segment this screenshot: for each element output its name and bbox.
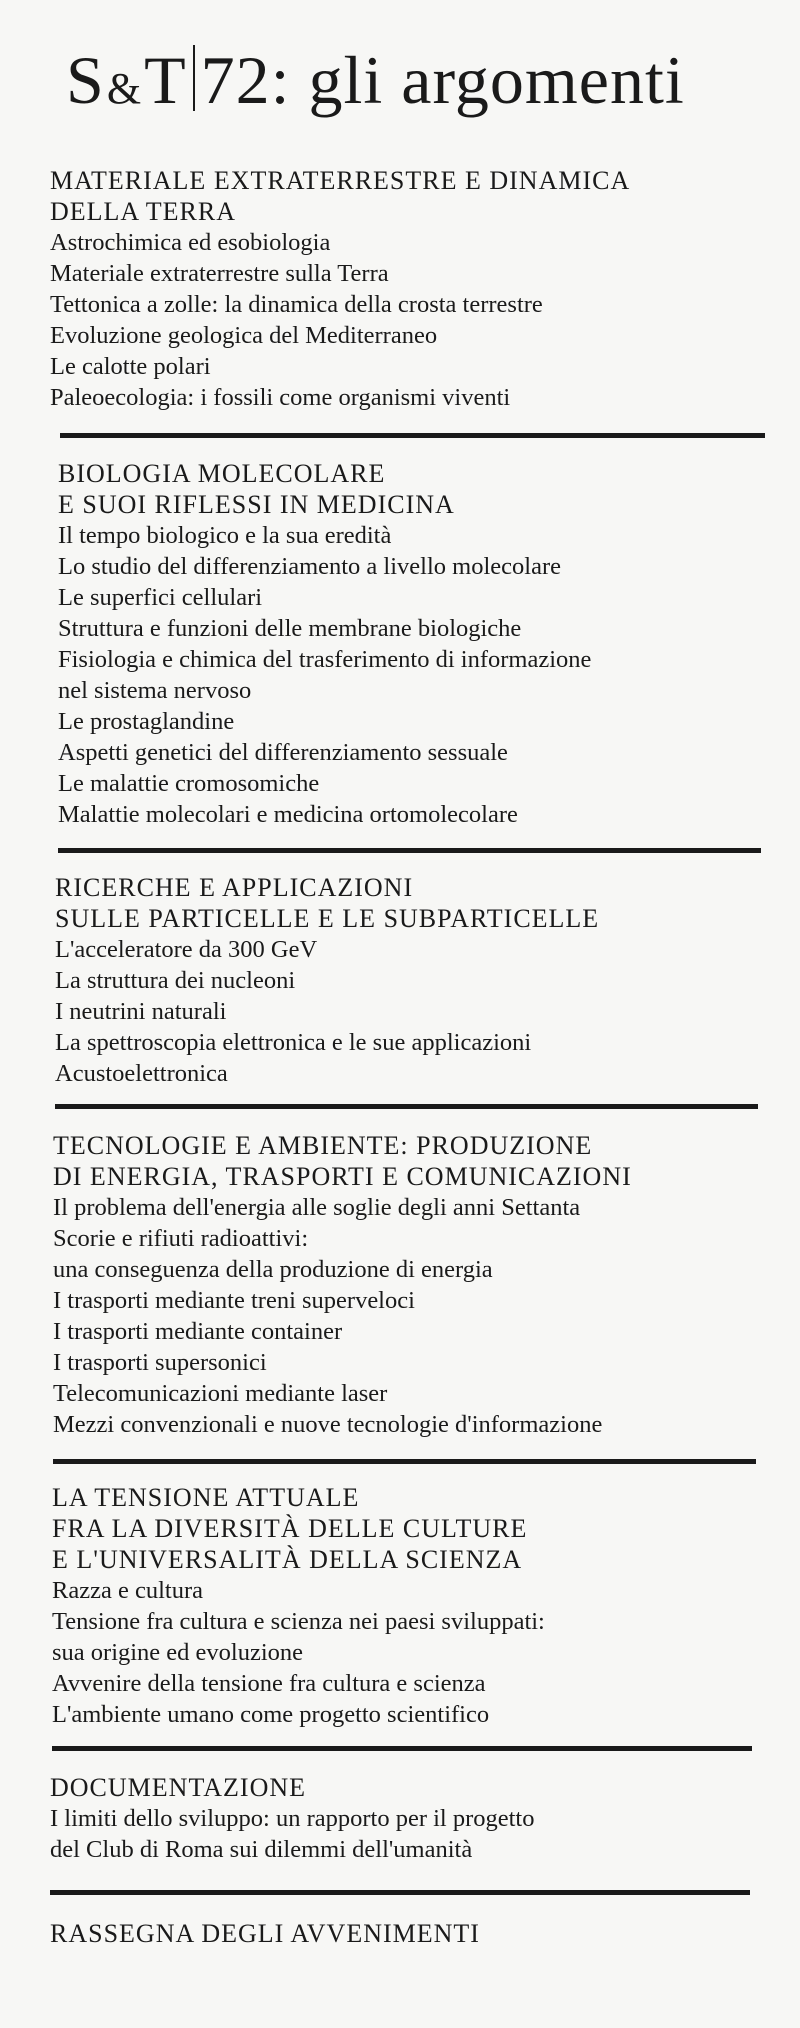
heading-line: DELLA TERRA (50, 197, 237, 226)
heading-line: E L'UNIVERSALITÀ DELLA SCIENZA (52, 1545, 523, 1574)
masthead-divider (193, 45, 195, 111)
topic-item: Le prostaglandine (58, 708, 235, 735)
topic-list (50, 227, 770, 413)
topic-item: sua origine ed evoluzione (52, 1639, 304, 1666)
section-particles (55, 872, 775, 1089)
topic-item: nel sistema nervoso (58, 677, 252, 704)
heading-line: MATERIALE EXTRATERRESTRE E DINAMICA (50, 166, 631, 195)
section-heading (55, 872, 775, 934)
topic-item: I trasporti supersonici (53, 1349, 267, 1376)
topic-list (50, 1803, 770, 1865)
section-divider (58, 848, 761, 853)
section-divider (50, 1890, 750, 1895)
topic-item: Tettonica a zolle: la dinamica della crosta terrestre (50, 291, 543, 318)
topic-item: Tensione fra cultura e scienza nei paesi sviluppati: (52, 1608, 545, 1635)
topic-item: Fisiologia e chimica del trasferimento di informazione (58, 646, 592, 673)
topic-item: Struttura e funzioni delle membrane biologiche (58, 615, 522, 642)
section-divider (53, 1459, 756, 1464)
section-news-review (50, 1918, 770, 1949)
heading-line: RASSEGNA DEGLI AVVENIMENTI (50, 1919, 480, 1948)
topic-item: I neutrini naturali (55, 998, 227, 1025)
topic-item: Paleoecologia: i fossili come organismi viventi (50, 384, 511, 411)
section-heading (52, 1482, 772, 1575)
topic-item: Le malattie cromosomiche (58, 770, 320, 797)
brand-letter-t: T (144, 42, 187, 118)
masthead-subtitle: : gli argomenti (270, 42, 685, 118)
topic-item: Aspetti genetici del differenziamento sessuale (58, 739, 508, 766)
heading-line: DI ENERGIA, TRASPORTI E COMUNICAZIONI (53, 1162, 632, 1191)
section-heading (50, 1918, 770, 1949)
topic-list (58, 520, 778, 830)
topic-item: L'acceleratore da 300 GeV (55, 936, 318, 963)
topic-item: I trasporti mediante container (53, 1318, 343, 1345)
masthead-title (66, 40, 685, 129)
topic-item: La struttura dei nucleoni (55, 967, 296, 994)
topic-item: del Club di Roma sui dilemmi dell'umanità (50, 1836, 473, 1863)
issue-number: 72 (200, 42, 271, 118)
section-extraterrestrial (50, 165, 770, 413)
heading-line: FRA LA DIVERSITÀ DELLE CULTURE (52, 1514, 528, 1543)
topic-item: Il problema dell'energia alle soglie degli anni Settanta (53, 1194, 581, 1221)
section-technology-environment (53, 1130, 773, 1440)
topic-item: Le calotte polari (50, 353, 211, 380)
topic-list (52, 1575, 772, 1730)
topic-item: I limiti dello sviluppo: un rapporto per il progetto (50, 1805, 535, 1832)
topic-item: Telecomunicazioni mediante laser (53, 1380, 388, 1407)
topic-item: I trasporti mediante treni superveloci (53, 1287, 415, 1314)
heading-line: TECNOLOGIE E AMBIENTE: PRODUZIONE (53, 1131, 593, 1160)
topic-item: una conseguenza della produzione di energia (53, 1256, 493, 1283)
topic-item: L'ambiente umano come progetto scientifico (52, 1701, 490, 1728)
topic-item: Scorie e rifiuti radioattivi: (53, 1225, 309, 1252)
topic-item: Acustoelettronica (55, 1060, 228, 1087)
section-divider (60, 433, 765, 438)
topic-item: Razza e cultura (52, 1577, 203, 1604)
section-documentation (50, 1772, 770, 1865)
topic-item: Lo studio del differenziamento a livello molecolare (58, 553, 561, 580)
heading-line: DOCUMENTAZIONE (50, 1773, 306, 1802)
brand-letter-s: S (66, 42, 105, 118)
section-heading (58, 458, 778, 520)
section-heading (50, 165, 770, 227)
topic-item: Le superfici cellulari (58, 584, 263, 611)
topic-item: Astrochimica ed esobiologia (50, 229, 331, 256)
heading-line: E SUOI RIFLESSI IN MEDICINA (58, 490, 455, 519)
heading-line: RICERCHE E APPLICAZIONI (55, 873, 414, 902)
section-heading (50, 1772, 770, 1803)
heading-line: LA TENSIONE ATTUALE (52, 1483, 360, 1512)
topic-item: Avvenire della tensione fra cultura e scienza (52, 1670, 486, 1697)
topic-item: Evoluzione geologica del Mediterraneo (50, 322, 438, 349)
topic-list (53, 1192, 773, 1440)
heading-line: BIOLOGIA MOLECOLARE (58, 459, 386, 488)
section-molecular-biology (58, 458, 778, 830)
topic-item: Mezzi convenzionali e nuove tecnologie d'informazione (53, 1411, 603, 1438)
section-culture-science (52, 1482, 772, 1730)
heading-line: SULLE PARTICELLE E LE SUBPARTICELLE (55, 904, 600, 933)
section-divider (52, 1746, 752, 1751)
topic-item: Materiale extraterrestre sulla Terra (50, 260, 389, 287)
topic-list (55, 934, 775, 1089)
topic-item: Malattie molecolari e medicina ortomolecolare (58, 801, 518, 828)
section-divider (55, 1104, 758, 1109)
topic-item: Il tempo biologico e la sua eredità (58, 522, 392, 549)
brand-ampersand: & (106, 64, 143, 113)
section-heading (53, 1130, 773, 1192)
topic-item: La spettroscopia elettronica e le sue applicazioni (55, 1029, 532, 1056)
